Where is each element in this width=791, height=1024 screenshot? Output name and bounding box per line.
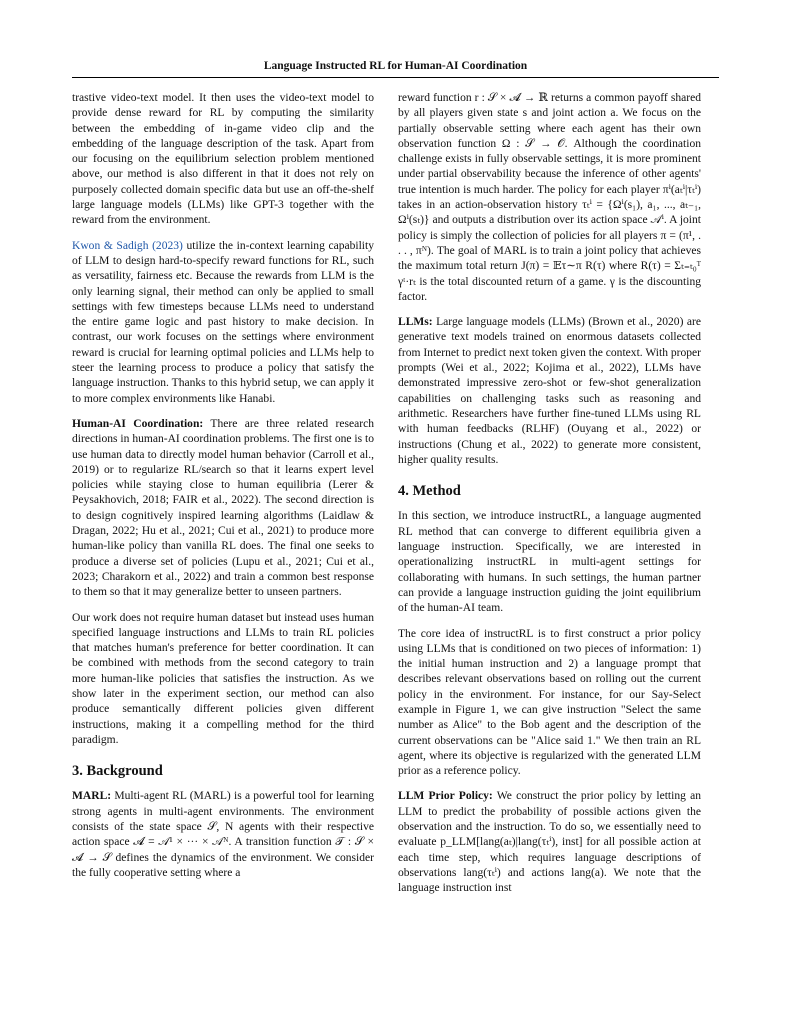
paragraph-text: There are three related research directions in human-AI coordination problems. The first one is to use human data to directly model human behavior (Carroll et al., 2019) or to regularize RL/search so that it learns expert level policies while staying close to human equilibria (Lerer & Peysakhovich, 2018; FAIR et al., 2022). The second direction is to design cognitively inspired learning algorithms (Laidlaw & Dragan, 2022; Hu et al., 2021; Cui et al., 2021) to produce more human-like policy than vanilla RL does. The final one seeks to produce a diverse set of policies (Lupu et al., 2021; Cui et al., 2023; Charakorn et al., 2022) and train a common best response to them so that it may generalize better to unseen partners. <box>72 417 374 599</box>
paragraph-text: We construct the prior policy by letting an LLM to predict the probability of possible actions given the observation and the instruction. To do so, we essentially need to evaluate p_LLM[lang(aₜ)|lang(τₜⁱ), inst] for all possible action at each time step, which requires language descriptions of observations lang(τₜⁱ) and actions lang(a). We note that the language instruction inst <box>398 790 701 895</box>
paragraph: Our work does not require human dataset but instead uses human specified language instructions and LLMs to train RL policies that matches human's preference for better coordination. It can be combined with methods from the second category to train more human-like policies that satisfies the instruction. As we show later in the experiment section, our method can also produce semantically different policies given different instructions, making it a compelling method for the third paradigm. <box>72 611 374 746</box>
paragraph-heading: LLMs: <box>398 316 433 329</box>
paragraph-heading: MARL: <box>72 790 112 803</box>
section-heading: 4. Method <box>398 483 461 500</box>
paragraph: The core idea of instructRL is to first construct a prior policy using LLMs that is conditioned on two pieces of information: 1) the initial human instruction and 2) a language prompt that describes relevant observations based on rolling out the current policy in the environment. For instance, for our Say-Select example in Figure 1, we can give instruction "Select the same number as Alice" to the Bob agent and the description of the current observations can be "Alice said 1." We then train an RL agent, where its objective is regularized with the generated LLM prior as a reference policy. <box>398 627 701 778</box>
running-title: Language Instructed RL for Human-AI Coordination <box>263 60 528 72</box>
paragraph <box>398 789 701 896</box>
paragraph: trastive video-text model. It then uses the video-text model to provide dense reward for RL by computing the similarity between the embedding of in-game video clip and the embedding of the language description of the task. Apart from our focusing on the equilibrium selection problem mentioned above, our method is also different in that it does not rely on purposely collected domain specific data but use an off-the-shelf large language models (LLMs) like GPT-3 together with the reward from the environment. <box>72 92 374 227</box>
paragraph-text: Multi-agent RL (MARL) is a powerful tool for learning strong agents in multi-agent environments. The environment consists of the state space 𝒮, N agents with their respective action space 𝓐 = 𝒜¹ × ··· × 𝒜ᴺ. A transition function 𝒯 : 𝒮 × 𝓐 → 𝒮 defines the dynamics of the environment. We consider the fully cooperative setting where a <box>72 790 374 879</box>
right-column <box>398 91 701 907</box>
header-rule <box>72 77 719 78</box>
paragraph-heading: Human-AI Coordination: <box>72 417 204 430</box>
section-heading: 3. Background <box>72 763 163 780</box>
paragraph-text: utilize the in-context learning capability of LLM to design hard-to-specify reward functions for RL, such as versatility, fairness etc. Because the rewards from LLM is the only learning signal, their method can only be applied to small settings with few timesteps because LLMs need to understand the entire game logic and past history to make decision. In contrast, our work focuses on the settings where environment reward is crucial for learning optimal policies and LLMs help to steer the learning process to produce a policy that satisfy the language instruction. Thanks to this hybrid setup, we can apply it to more complex environments like Hanabi. <box>72 239 374 405</box>
paragraph-heading: LLM Prior Policy: <box>398 790 493 803</box>
paragraph-text: Large language models (LLMs) (Brown et al., 2020) are generative text models trained on enormous datasets collected from Internet to predict next token given the context. With proper prompts (Wei et al., 2022; Kojima et al., 2022), LLMs have demonstrated impressive zero-shot or few-shot generalization capabilities on challenging tasks such as reasoning and arithmetic. Researchers have further fine-tuned LLMs using RL with human feedbacks (RLHF) (Ouyang et al., 2022) or instructions (Chung et al., 2022) to generate more consistent, higher quality results. <box>398 316 701 466</box>
paragraph <box>72 417 374 601</box>
paragraph: In this section, we introduce instructRL, a language augmented RL method that can converge to different equilibria given a language instruction. Specifically, we are interested in operationalizing instructRL in multi-agent settings for collaborating with humans. In such settings, the human partner can provide a language instruction guiding the joint equilibrium of the human-AI team. <box>398 510 701 615</box>
paragraph: reward function r : 𝒮 × 𝓐 → ℝ returns a common payoff shared by all players given state s and joint action a. We focus on the partially observable setting where each agent has their own observation function Ω : 𝒮 → 𝒪. Although the coordination challenge exists in fully observable settings, it is more prominent under partial observability because the inference of other agents' true intention is much harder. The policy for each player πⁱ(aₜⁱ|τₜⁱ) takes in an action-observation history τₜⁱ = {Ωⁱ(s₁), a₁, ..., aₜ₋₁, Ωⁱ(sₜ)} and outputs a distribution over its action space 𝒜ⁱ. A joint policy is simply the collection of policies for all players π = (π¹, . . . , πᴺ). The goal of MARL is to train a joint policy that achieves the maximum total return J(π) = 𝔼τ∼π R(τ) where R(τ) = Σₜ₌ₜ₀ᵀ γᵗ·rₜ is the total discounted return of a game. γ is the discounting factor. <box>398 92 701 303</box>
paragraph <box>72 239 374 407</box>
citation-link[interactable]: Kwon & Sadigh (2023) <box>72 239 183 252</box>
left-column <box>72 91 374 891</box>
paragraph <box>398 315 701 468</box>
paragraph <box>72 789 374 881</box>
